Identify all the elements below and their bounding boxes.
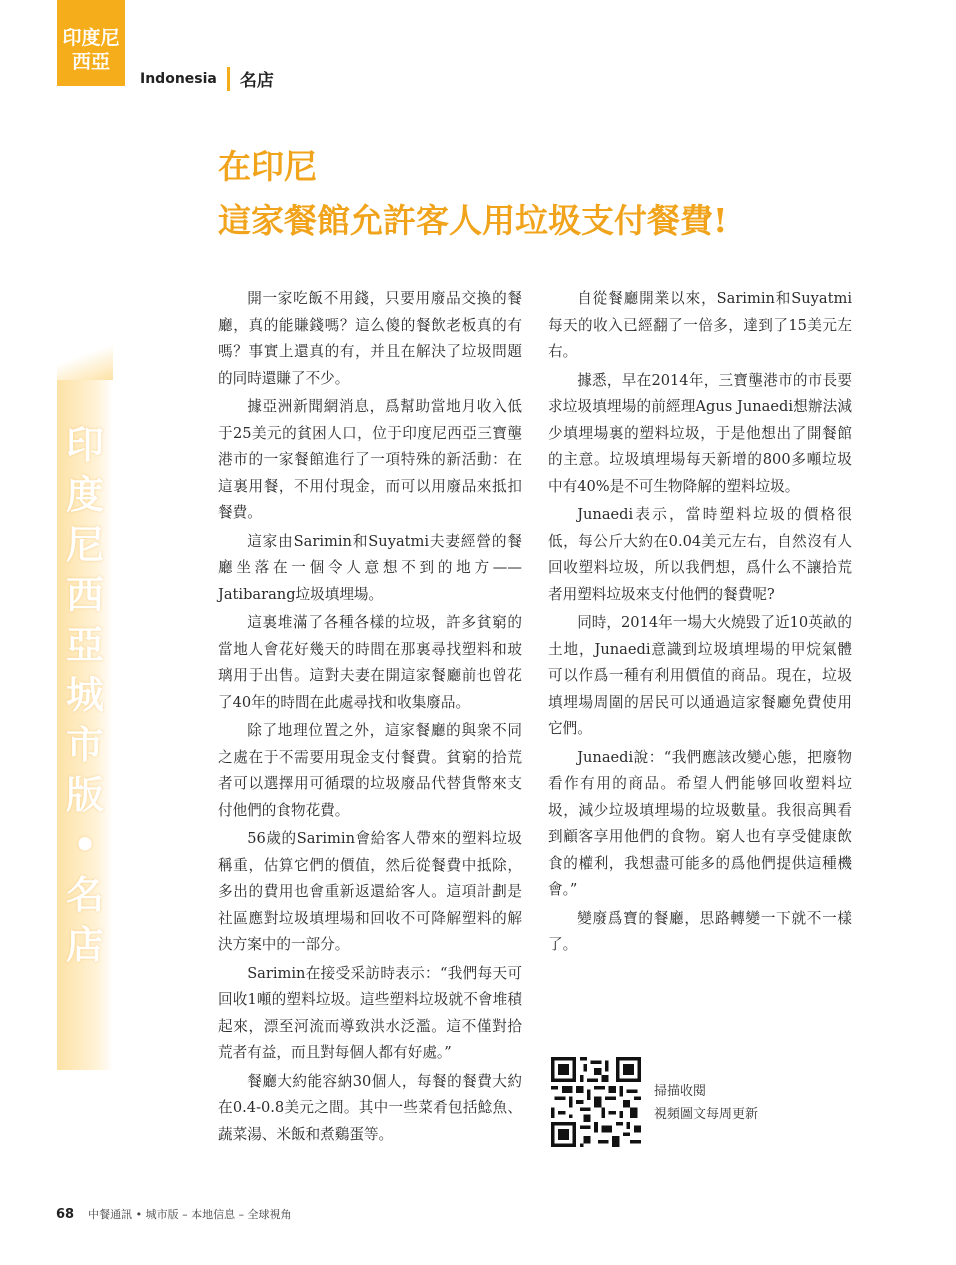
- article-paragraph: Junaedi說：“我們應該改變心態，把廢物看作有用的商品。希望人們能够回收塑料垃圾，減少垃圾填埋場的垃圾數量。我很高興看到顧客享用他們的食物。窮人也有享受健康飲食的權利，我想盡可能多的爲他們提供這種機會。”: [548, 748, 852, 898]
- article-title: [218, 140, 858, 248]
- title-line1: 在印尼: [218, 147, 317, 186]
- title-line2: 這家餐館允許客人用垃圾支付餐費!: [218, 201, 728, 240]
- side-banner-char: 亞: [65, 623, 104, 667]
- region-corner-tab: [57, 0, 125, 86]
- qr-caption-line1: 掃描收閱: [654, 1084, 707, 1099]
- side-banner-char: •: [72, 823, 98, 867]
- header-section: 名店: [239, 71, 274, 91]
- corner-tab-line2: 西亞: [71, 51, 110, 73]
- article-paragraph: 餐廳大約能容納30個人，每餐的餐費大約在0.4-0.8美元之間。其中一些菜肴包括鯰魚、蔬菜湯、米飯和煮鷄蛋等。: [218, 1072, 522, 1143]
- article-paragraph: Junaedi表示，當時塑料垃圾的價格很低，每公斤大約在0.04美元左右，自然沒有人回收塑料垃圾，所以我們想，爲什么不讓拾荒者用塑料垃圾來支付他們的餐費呢?: [548, 506, 852, 603]
- side-banner-char: 城: [65, 673, 104, 717]
- article-paragraph: 開一家吃飯不用錢，只要用廢品交換的餐廳，真的能賺錢嗎？這么傻的餐飲老板真的有嗎？事實上還真的有，并且在解決了垃圾問題的同時還賺了不少。: [218, 290, 522, 387]
- qr-code-icon[interactable]: [551, 1057, 641, 1147]
- corner-tab-line1: 印度尼: [62, 27, 120, 49]
- article-paragraph: 56歲的Sarimin會給客人帶來的塑料垃圾稱重，估算它們的價值，然后從餐費中抵除，多出的費用也會重新返還給客人。這項計劃是社區應對垃圾填埋場和回收不可降解塑料的解決方案中的一部分。: [218, 830, 522, 953]
- page-footer: [56, 1206, 292, 1222]
- side-banner-char: 店: [65, 923, 104, 967]
- footer-tagline: 中餐通訊 • 城市版 – 本地信息 – 全球視角: [88, 1208, 292, 1221]
- side-banner-char: 名: [65, 873, 104, 917]
- article-paragraph: 同時，2014年一場大火燒毀了近10英畝的土地，Junaedi意識到垃圾填埋場的甲烷氣體可以作爲一種有利用價值的商品。現在，垃圾填埋場周圍的居民可以通過這家餐廳免費使用它們。: [548, 614, 852, 737]
- page-header: [140, 66, 274, 91]
- side-banner: [57, 370, 113, 1070]
- page-number: 68: [56, 1207, 75, 1222]
- side-banner-char: 尼: [65, 523, 104, 567]
- article-paragraph: 自從餐廳開業以來，Sarimin和Suyatmi每天的收入已經翻了一倍多，達到了15美元左右。: [548, 290, 852, 360]
- qr-caption: [654, 1080, 758, 1126]
- header-divider: [227, 67, 230, 91]
- article-paragraph: 據亞洲新聞網消息，爲幫助當地月收入低于25美元的貧困人口，位于印度尼西亞三寶壟港市的一家餐館進行了一項特殊的新活動：在這裏用餐，不用付現金，而可以用廢品來抵扣餐費。: [218, 398, 522, 521]
- article-paragraph: 據悉，早在2014年，三寶壟港市的市長要求垃圾填埋場的前經理Agus Junaedi想辦法減少填埋場裏的塑料垃圾，于是他想出了開餐館的主意。垃圾填埋場每天新增的800多噸垃圾中有40%是不可生物降解的塑料垃圾。: [548, 371, 852, 495]
- side-banner-char: 版: [65, 773, 104, 817]
- article-paragraph: 這家由Sarimin和Suyatmi夫妻經營的餐廳坐落在一個令人意想不到的地方——Jatibarang垃圾填埋場。: [218, 532, 522, 603]
- article-column-left: [218, 286, 522, 1150]
- side-banner-text: [57, 420, 113, 970]
- article-paragraph: 除了地理位置之外，這家餐廳的與衆不同之處在于不需要用現金支付餐費。貧窮的拾荒者可以選擇用可循環的垃圾廢品代替貨幣來支付他們的食物花費。: [218, 722, 522, 819]
- header-country: Indonesia: [140, 70, 217, 87]
- article-column-right: [548, 286, 852, 961]
- article-paragraph: 變廢爲寶的餐廳，思路轉變一下就不一樣了。: [548, 909, 852, 953]
- article-paragraph: Sarimin在接受采訪時表示：“我們每天可回收1噸的塑料垃圾。這些塑料垃圾就不會堆積起來，漂至河流而導致洪水泛濫。這不僅對拾荒者有益，而且對每個人都有好處。”: [218, 964, 522, 1061]
- side-banner-char: 市: [65, 723, 104, 767]
- side-banner-char: 度: [65, 473, 104, 517]
- qr-caption-line2: 視頻圖文每周更新: [654, 1107, 759, 1122]
- side-banner-char: 印: [65, 423, 104, 467]
- article-paragraph: 這裏堆滿了各種各樣的垃圾，許多貧窮的當地人會花好幾天的時間在那裏尋找塑料和玻璃用于出售。這對夫妻在開這家餐廳前也曾花了40年的時間在此處尋找和收集廢品。: [218, 614, 522, 711]
- side-banner-char: 西: [65, 573, 104, 617]
